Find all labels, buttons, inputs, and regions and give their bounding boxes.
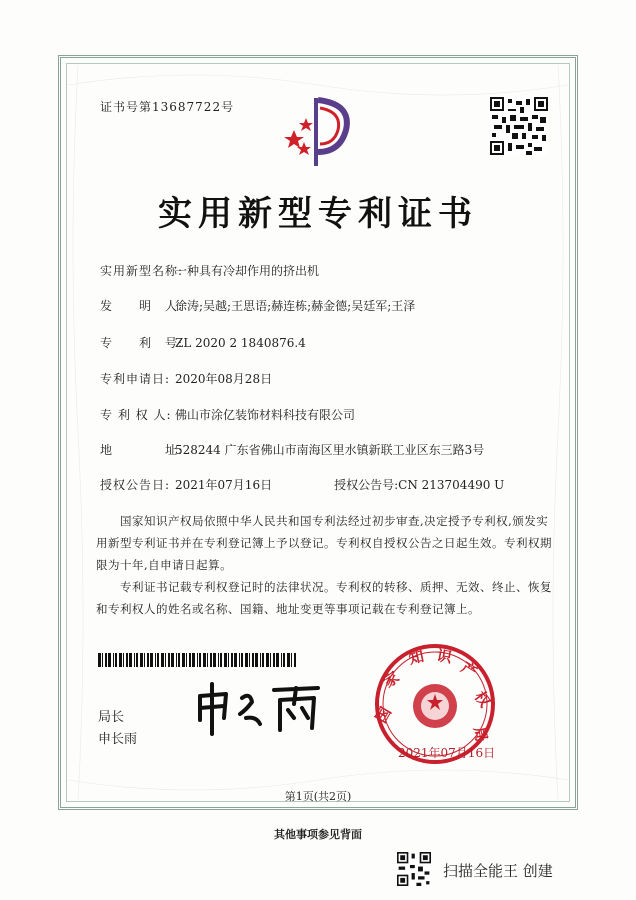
footer-note: 其他事项参见背面 xyxy=(274,828,362,841)
svg-text:权: 权 xyxy=(470,687,495,711)
field-label: 实用新型名称: xyxy=(100,264,184,278)
svg-text:识: 识 xyxy=(435,646,454,667)
field-address xyxy=(100,441,484,458)
field-label: 授权公告日: xyxy=(100,478,171,492)
grant-paragraph: 国家知识产权局依照中华人民共和国专利法经过初步审查,决定授予专利权,颁发实用新型专利证书并在专利登记簿上予以登记。专利权自授权公告之日起生效。专利权期限为十年,自申请日起算。 xyxy=(96,514,552,572)
svg-text:知: 知 xyxy=(407,647,426,668)
field-patent-number xyxy=(100,334,306,351)
field-announcement xyxy=(100,476,504,493)
field-label: 专 利 权 人: xyxy=(100,408,172,422)
certificate-number: 证书号第13687722号 xyxy=(100,100,235,114)
announcement-number: CN 213704490 U xyxy=(398,478,505,492)
field-value: 2020年08月28日 xyxy=(175,372,273,386)
field-label: 地 址: xyxy=(100,443,184,457)
field-value: ZL 2020 2 1840876.4 xyxy=(175,336,306,350)
announcement-date: 2021年07月16日 xyxy=(175,478,273,492)
field-label: 专 利 号: xyxy=(100,336,184,350)
barcode-icon xyxy=(98,653,298,667)
handwritten-signature xyxy=(190,678,330,738)
seal-date: 2021年07月16日 xyxy=(398,746,496,760)
field-value: 一种具有冷却作用的挤出机 xyxy=(175,264,320,278)
field-patentee xyxy=(100,406,355,423)
field-value: 徐涛;吴越;王思语;赫连栋;赫金德;吴廷军;王泽 xyxy=(175,299,416,313)
field-utility-model-name xyxy=(100,262,319,279)
svg-text:局: 局 xyxy=(470,725,491,744)
field-label: 专利申请日: xyxy=(100,372,171,386)
qr-code-icon xyxy=(397,852,431,886)
svg-text:产: 产 xyxy=(457,658,481,682)
certificate-title: 实用新型专利证书 xyxy=(158,194,478,234)
signatory-name: 申长雨 xyxy=(98,732,138,747)
svg-text:国: 国 xyxy=(371,703,395,726)
field-value: 528244 广东省佛山市南海区里水镇新联工业区东三路3号 xyxy=(175,443,485,457)
qr-code-icon xyxy=(490,97,548,155)
page-number: 第1页(共2页) xyxy=(284,790,352,803)
scanner-watermark: 扫描全能王 创建 xyxy=(443,862,553,880)
announcement-number-label: 授权公告号: xyxy=(334,478,399,492)
cnipa-logo-icon xyxy=(280,90,360,170)
svg-text:家: 家 xyxy=(379,667,403,692)
field-application-date xyxy=(100,370,272,387)
signatory-title: 局长 xyxy=(98,710,125,725)
field-value: 佛山市涂亿装饰材料科技有限公司 xyxy=(175,408,356,422)
field-inventors xyxy=(100,297,415,314)
field-label: 发 明 人: xyxy=(100,299,184,313)
legal-status-paragraph: 专利证书记载专利权登记时的法律状况。专利权的转移、质押、无效、终止、恢复和专利权人的姓名或名称、国籍、地址变更等事项记载在专利登记簿上。 xyxy=(96,580,552,616)
